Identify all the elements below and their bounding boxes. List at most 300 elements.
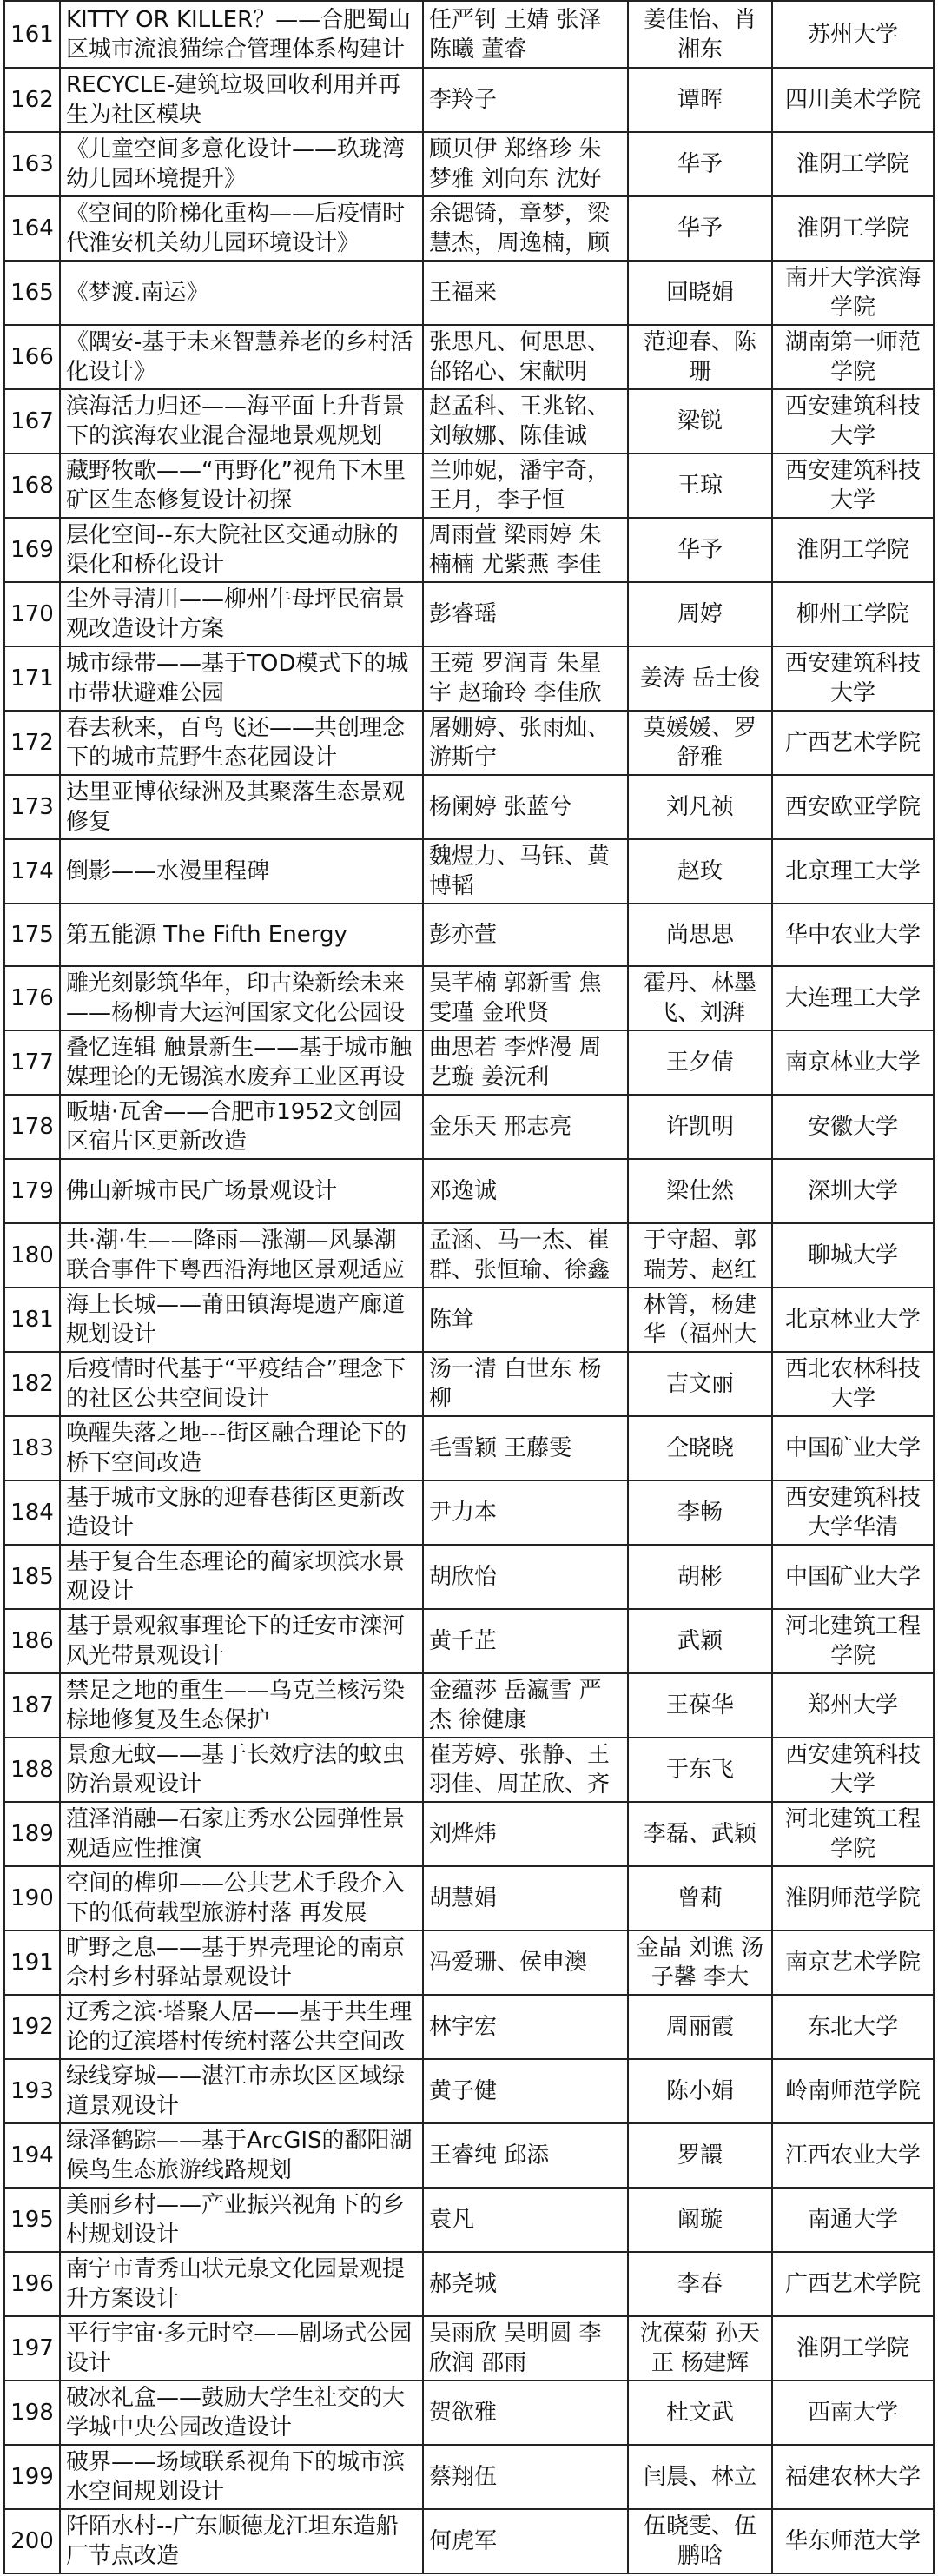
student-names-cell bbox=[423, 904, 628, 966]
student-names: 陈耸 bbox=[429, 1307, 475, 1333]
table-row bbox=[4, 68, 934, 132]
table-row bbox=[4, 389, 934, 454]
student-names-cell bbox=[423, 518, 628, 582]
school-name: 西安建筑科技大学 bbox=[784, 1742, 921, 1798]
row-number: 161 bbox=[10, 21, 54, 48]
project-title-cell bbox=[60, 2059, 423, 2123]
advisor-names: 杜文武 bbox=[665, 2400, 734, 2426]
row-number-cell bbox=[4, 2059, 60, 2123]
table-row bbox=[4, 1738, 934, 1802]
table-row bbox=[4, 775, 934, 839]
project-title-cell bbox=[60, 1930, 423, 1995]
student-names-cell bbox=[423, 1480, 628, 1545]
row-number-cell bbox=[4, 1673, 60, 1738]
row-number: 163 bbox=[10, 151, 54, 177]
project-title-cell bbox=[60, 775, 423, 839]
table-row bbox=[4, 1, 934, 68]
advisor-names-cell bbox=[628, 966, 772, 1030]
school-name-cell bbox=[772, 325, 934, 389]
project-title-cell bbox=[60, 1995, 423, 2059]
row-number: 173 bbox=[10, 794, 54, 820]
student-names: 周雨萱 梁雨婷 朱楠楠 尤紫燕 李佳 bbox=[429, 522, 602, 578]
student-names-cell bbox=[423, 1545, 628, 1609]
row-number-cell bbox=[4, 196, 60, 261]
school-name: 深圳大学 bbox=[807, 1178, 898, 1204]
row-number-cell bbox=[4, 261, 60, 325]
project-title-cell bbox=[60, 68, 423, 132]
advisor-names-cell bbox=[628, 132, 772, 196]
project-title: 《空间的阶梯化重构——后疫情时代淮安机关幼儿园环境设计》 bbox=[66, 201, 406, 256]
school-name: 西安欧亚学院 bbox=[784, 794, 921, 820]
project-title-cell bbox=[60, 1223, 423, 1288]
row-number: 175 bbox=[10, 922, 54, 948]
row-number: 166 bbox=[10, 344, 54, 370]
student-names-cell bbox=[423, 646, 628, 711]
student-names: 金乐天 邢志亮 bbox=[429, 1114, 572, 1140]
advisor-names: 尚思思 bbox=[665, 922, 734, 948]
row-number: 191 bbox=[10, 1950, 54, 1976]
row-number-cell bbox=[4, 904, 60, 966]
row-number-cell bbox=[4, 1995, 60, 2059]
advisor-names-cell bbox=[628, 1995, 772, 2059]
school-name-cell bbox=[772, 261, 934, 325]
school-name-cell bbox=[772, 1738, 934, 1802]
student-names: 曲思若 李烨漫 周艺璇 姜沅利 bbox=[429, 1035, 602, 1090]
school-name-cell bbox=[772, 389, 934, 454]
project-title-cell bbox=[60, 1030, 423, 1095]
school-name: 江西农业大学 bbox=[784, 2142, 921, 2169]
row-number-cell bbox=[4, 2381, 60, 2445]
project-title: 破冰礼盒——鼓励大学生社交的大学城中央公园改造设计 bbox=[66, 2385, 406, 2440]
project-title-cell bbox=[60, 1095, 423, 1159]
student-names: 胡慧娟 bbox=[429, 1885, 498, 1911]
school-name: 郑州大学 bbox=[807, 1692, 898, 1718]
row-number: 188 bbox=[10, 1757, 54, 1783]
row-number: 198 bbox=[10, 2400, 54, 2426]
student-names-cell bbox=[423, 2445, 628, 2509]
table-row bbox=[4, 1030, 934, 1095]
school-name-cell bbox=[772, 2381, 934, 2445]
advisor-names: 于守超、郭瑞芳、赵红 bbox=[643, 1228, 756, 1283]
advisor-names: 武颖 bbox=[677, 1628, 723, 1654]
school-name-cell bbox=[772, 711, 934, 775]
advisor-names-cell bbox=[628, 1673, 772, 1738]
row-number-cell bbox=[4, 518, 60, 582]
row-number: 170 bbox=[10, 601, 54, 627]
project-title-cell bbox=[60, 2316, 423, 2381]
advisor-names-cell bbox=[628, 1802, 772, 1866]
table-row bbox=[4, 1930, 934, 1995]
advisor-names-cell bbox=[628, 261, 772, 325]
school-name-cell bbox=[772, 68, 934, 132]
student-names: 赵孟科、王兆铭、刘敏娜、陈佳诚 bbox=[429, 394, 611, 449]
row-number-cell bbox=[4, 2188, 60, 2252]
project-title: 基于景观叙事理论下的迁安市滦河风光带景观设计 bbox=[66, 1613, 406, 1669]
advisor-names-cell bbox=[628, 454, 772, 518]
advisor-names: 莫媛媛、罗舒雅 bbox=[643, 715, 756, 771]
student-names: 张思凡、何思思、邰铭心、宋献明 bbox=[429, 329, 611, 385]
student-names: 汤一清 白世东 杨柳 bbox=[429, 1356, 602, 1412]
advisor-names-cell bbox=[628, 1288, 772, 1352]
student-names-cell bbox=[423, 582, 628, 646]
project-title: 基于城市文脉的迎春巷街区更新改造设计 bbox=[66, 1485, 406, 1540]
row-number: 180 bbox=[10, 1242, 54, 1268]
row-number: 177 bbox=[10, 1050, 54, 1076]
student-names: 郝尧城 bbox=[429, 2271, 498, 2297]
school-name-cell bbox=[772, 1288, 934, 1352]
school-name: 南京艺术学院 bbox=[784, 1950, 921, 1976]
school-name: 聊城大学 bbox=[807, 1242, 898, 1268]
advisor-names-cell bbox=[628, 1159, 772, 1223]
student-names-cell bbox=[423, 1095, 628, 1159]
school-name: 广西艺术学院 bbox=[784, 2271, 921, 2297]
row-number: 162 bbox=[10, 87, 54, 113]
advisor-names-cell bbox=[628, 2123, 772, 2188]
table-row bbox=[4, 966, 934, 1030]
project-title: 南宁市青秀山状元泉文化园景观提升方案设计 bbox=[66, 2256, 406, 2312]
student-names: 邓逸诚 bbox=[429, 1178, 498, 1204]
table-row bbox=[4, 1223, 934, 1288]
row-number: 178 bbox=[10, 1114, 54, 1140]
school-name-cell bbox=[772, 2445, 934, 2509]
advisor-names: 沈葆菊 孙天正 杨建辉 bbox=[639, 2321, 761, 2376]
advisor-names: 回晓娟 bbox=[665, 280, 734, 306]
advisor-names: 王葆华 bbox=[665, 1692, 734, 1718]
advisor-names-cell bbox=[628, 325, 772, 389]
student-names: 黄千芷 bbox=[429, 1628, 498, 1654]
row-number-cell bbox=[4, 1223, 60, 1288]
student-names-cell bbox=[423, 261, 628, 325]
row-number: 171 bbox=[10, 666, 54, 692]
school-name: 北京理工大学 bbox=[784, 858, 921, 884]
school-name-cell bbox=[772, 196, 934, 261]
advisor-names: 李磊、武颖 bbox=[643, 1821, 756, 1847]
advisor-names: 陈小娟 bbox=[665, 2078, 734, 2104]
school-name-cell bbox=[772, 1802, 934, 1866]
project-title-cell bbox=[60, 1866, 423, 1930]
school-name-cell bbox=[772, 1545, 934, 1609]
project-title-cell bbox=[60, 1416, 423, 1480]
project-title-cell bbox=[60, 518, 423, 582]
advisor-names-cell bbox=[628, 1738, 772, 1802]
row-number-cell bbox=[4, 1738, 60, 1802]
advisor-names: 胡彬 bbox=[677, 1564, 723, 1590]
student-names-cell bbox=[423, 2509, 628, 2573]
advisor-names: 霍丹、林墨飞、刘湃 bbox=[643, 970, 756, 1026]
student-names: 王福来 bbox=[429, 280, 498, 306]
advisor-names: 刘凡祯 bbox=[665, 794, 734, 820]
advisor-names: 金晶 刘谯 汤子馨 李大 bbox=[636, 1935, 764, 1990]
row-number-cell bbox=[4, 2316, 60, 2381]
school-name-cell bbox=[772, 1159, 934, 1223]
school-name-cell bbox=[772, 839, 934, 904]
advisor-names: 罗譞 bbox=[677, 2142, 723, 2169]
row-number-cell bbox=[4, 966, 60, 1030]
student-names-cell bbox=[423, 1352, 628, 1416]
school-name: 华东师范大学 bbox=[784, 2528, 921, 2554]
project-title: 《儿童空间多意化设计——玖珑湾幼儿园环境提升》 bbox=[66, 136, 406, 192]
school-name-cell bbox=[772, 582, 934, 646]
student-names-cell bbox=[423, 1159, 628, 1223]
row-number: 165 bbox=[10, 280, 54, 306]
school-name: 西安建筑科技大学 bbox=[784, 394, 921, 449]
table-row bbox=[4, 2123, 934, 2188]
row-number-cell bbox=[4, 2445, 60, 2509]
table-row bbox=[4, 1159, 934, 1223]
row-number: 196 bbox=[10, 2271, 54, 2297]
advisor-names: 闫晨、林立 bbox=[643, 2464, 756, 2490]
table-row bbox=[4, 1095, 934, 1159]
table-row bbox=[4, 454, 934, 518]
advisor-names: 曾莉 bbox=[677, 1885, 723, 1911]
table-row bbox=[4, 1802, 934, 1866]
advisor-names: 周丽霞 bbox=[665, 2014, 734, 2040]
project-title: 美丽乡村——产业振兴视角下的乡村规划设计 bbox=[66, 2192, 406, 2248]
advisor-names: 林箐，杨建华（福州大 bbox=[643, 1292, 756, 1348]
row-number: 179 bbox=[10, 1178, 54, 1204]
row-number: 187 bbox=[10, 1692, 54, 1718]
row-number-cell bbox=[4, 711, 60, 775]
student-names: 吴雨欣 吴明圆 李欣润 邵雨 bbox=[429, 2321, 602, 2376]
row-number: 194 bbox=[10, 2142, 54, 2169]
table-row bbox=[4, 2188, 934, 2252]
project-title-cell bbox=[60, 904, 423, 966]
table-row bbox=[4, 518, 934, 582]
project-title: 第五能源 The Fifth Energy bbox=[66, 922, 347, 948]
row-number: 176 bbox=[10, 985, 54, 1011]
project-title: KITTY OR KILLER？——合肥蜀山区城市流浪猫综合管理体系构建计 bbox=[66, 6, 412, 63]
project-title-cell bbox=[60, 1545, 423, 1609]
row-number-cell bbox=[4, 1159, 60, 1223]
row-number-cell bbox=[4, 1416, 60, 1480]
table-row bbox=[4, 646, 934, 711]
advisor-names: 华予 bbox=[677, 537, 723, 563]
project-title: 城市绿带——基于TOD模式下的城市带状避难公园 bbox=[66, 651, 409, 706]
advisor-names: 许凯明 bbox=[665, 1114, 734, 1140]
student-names-cell bbox=[423, 1609, 628, 1673]
advisor-names-cell bbox=[628, 2509, 772, 2573]
project-title-cell bbox=[60, 196, 423, 261]
row-number: 172 bbox=[10, 730, 54, 756]
row-number-cell bbox=[4, 1030, 60, 1095]
table-row bbox=[4, 2509, 934, 2573]
table-row bbox=[4, 1609, 934, 1673]
student-names: 贺欲雅 bbox=[429, 2400, 498, 2426]
student-names-cell bbox=[423, 1, 628, 68]
row-number-cell bbox=[4, 1545, 60, 1609]
student-names: 林宇宏 bbox=[429, 2014, 498, 2040]
school-name: 苏州大学 bbox=[807, 21, 898, 48]
school-name-cell bbox=[772, 1416, 934, 1480]
student-names-cell bbox=[423, 1866, 628, 1930]
advisor-names: 姜涛 岳士俊 bbox=[639, 666, 761, 692]
project-title: 藏野牧歌——“再野化”视角下木里矿区生态修复设计初探 bbox=[66, 458, 406, 513]
project-title: 基于复合生态理论的蔺家坝滨水景观设计 bbox=[66, 1549, 406, 1605]
row-number-cell bbox=[4, 2252, 60, 2316]
table-row bbox=[4, 325, 934, 389]
student-names: 冯爱珊、侯申澳 bbox=[429, 1950, 588, 1976]
school-name-cell bbox=[772, 904, 934, 966]
advisor-names: 范迎春、陈珊 bbox=[643, 329, 756, 385]
school-name-cell bbox=[772, 1, 934, 68]
table-row bbox=[4, 1288, 934, 1352]
school-name: 河北建筑工程学院 bbox=[784, 1806, 921, 1862]
school-name-cell bbox=[772, 775, 934, 839]
project-title: 禁足之地的重生——乌克兰核污染棕地修复及生态保护 bbox=[66, 1678, 406, 1733]
student-names-cell bbox=[423, 966, 628, 1030]
school-name: 华中农业大学 bbox=[784, 922, 921, 948]
row-number: 192 bbox=[10, 2014, 54, 2040]
row-number-cell bbox=[4, 454, 60, 518]
school-name-cell bbox=[772, 1030, 934, 1095]
project-title: 绿泽鹤踪——基于ArcGIS的鄱阳湖候鸟生态旅游线路规划 bbox=[66, 2128, 413, 2183]
project-title-cell bbox=[60, 1288, 423, 1352]
school-name-cell bbox=[772, 2316, 934, 2381]
student-names: 王睿纯 邱添 bbox=[429, 2142, 550, 2169]
school-name: 西安建筑科技大学华清 bbox=[784, 1485, 921, 1540]
school-name-cell bbox=[772, 1352, 934, 1416]
student-names-cell bbox=[423, 68, 628, 132]
advisor-names-cell bbox=[628, 1609, 772, 1673]
student-names-cell bbox=[423, 775, 628, 839]
student-names-cell bbox=[423, 389, 628, 454]
project-title-cell bbox=[60, 646, 423, 711]
advisor-names-cell bbox=[628, 2252, 772, 2316]
project-title: 后疫情时代基于“平疫结合”理念下的社区公共空间设计 bbox=[66, 1356, 406, 1412]
row-number: 199 bbox=[10, 2464, 54, 2490]
school-name: 西安建筑科技大学 bbox=[784, 458, 921, 513]
advisor-names-cell bbox=[628, 2316, 772, 2381]
student-names-cell bbox=[423, 711, 628, 775]
table-row bbox=[4, 132, 934, 196]
student-names-cell bbox=[423, 1223, 628, 1288]
student-names-cell bbox=[423, 1416, 628, 1480]
school-name-cell bbox=[772, 1995, 934, 2059]
advisor-names-cell bbox=[628, 1, 772, 68]
project-title-cell bbox=[60, 1, 423, 68]
project-title: 破界——场域联系视角下的城市滨水空间规划设计 bbox=[66, 2449, 406, 2505]
table-row bbox=[4, 261, 934, 325]
row-number: 186 bbox=[10, 1628, 54, 1654]
row-number-cell bbox=[4, 1866, 60, 1930]
row-number: 197 bbox=[10, 2335, 54, 2361]
school-name-cell bbox=[772, 646, 934, 711]
project-title: 菹泽消融—石家庄秀水公园弹性景观适应性推演 bbox=[66, 1806, 406, 1862]
advisor-names-cell bbox=[628, 2381, 772, 2445]
table-row bbox=[4, 1995, 934, 2059]
advisor-names-cell bbox=[628, 518, 772, 582]
school-name: 柳州工学院 bbox=[796, 601, 909, 627]
row-number-cell bbox=[4, 2123, 60, 2188]
project-title-cell bbox=[60, 1159, 423, 1223]
school-name-cell bbox=[772, 1673, 934, 1738]
student-names-cell bbox=[423, 2123, 628, 2188]
row-number-cell bbox=[4, 1480, 60, 1545]
table-row bbox=[4, 2059, 934, 2123]
project-title: 春去秋来，百鸟飞还——共创理念下的城市荒野生态花园设计 bbox=[66, 715, 406, 771]
table-row bbox=[4, 1480, 934, 1545]
row-number-cell bbox=[4, 68, 60, 132]
table-row bbox=[4, 2381, 934, 2445]
student-names: 李羚子 bbox=[429, 87, 498, 113]
project-title: 尘外寻清川——柳州牛母坪民宿景观改造设计方案 bbox=[66, 586, 406, 642]
project-title-cell bbox=[60, 839, 423, 904]
project-title-cell bbox=[60, 454, 423, 518]
project-title-cell bbox=[60, 1352, 423, 1416]
project-title: 《梦渡.南运》 bbox=[66, 280, 209, 306]
advisor-names: 于东飞 bbox=[665, 1757, 734, 1783]
project-title: 倒影——水漫里程碑 bbox=[66, 858, 270, 884]
project-title: 空间的榫卯——公共艺术手段介入下的低荷载型旅游村落 再发展 bbox=[66, 1871, 406, 1926]
school-name-cell bbox=[772, 1480, 934, 1545]
school-name-cell bbox=[772, 2188, 934, 2252]
project-title: 绿线穿城——湛江市赤坎区区域绿道景观设计 bbox=[66, 2063, 406, 2119]
project-title-cell bbox=[60, 2509, 423, 2573]
table-row bbox=[4, 1352, 934, 1416]
project-title-cell bbox=[60, 711, 423, 775]
advisor-names-cell bbox=[628, 1095, 772, 1159]
school-name-cell bbox=[772, 1930, 934, 1995]
school-name: 淮阴工学院 bbox=[796, 151, 909, 177]
project-title-cell bbox=[60, 2188, 423, 2252]
advisor-names-cell bbox=[628, 1030, 772, 1095]
advisor-names: 王夕倩 bbox=[665, 1050, 734, 1076]
school-name-cell bbox=[772, 1609, 934, 1673]
row-number: 195 bbox=[10, 2207, 54, 2233]
school-name-cell bbox=[772, 1223, 934, 1288]
row-number-cell bbox=[4, 1930, 60, 1995]
student-names: 彭亦萱 bbox=[429, 922, 498, 948]
row-number-cell bbox=[4, 646, 60, 711]
project-title: RECYCLE-建筑垃圾回收利用并再生为社区模块 bbox=[66, 72, 401, 128]
student-names-cell bbox=[423, 839, 628, 904]
table-row bbox=[4, 1866, 934, 1930]
school-name-cell bbox=[772, 132, 934, 196]
student-names: 刘烨炜 bbox=[429, 1821, 498, 1847]
project-title: 佛山新城市民广场景观设计 bbox=[66, 1178, 338, 1204]
advisor-names: 姜佳怡、肖湘东 bbox=[643, 6, 756, 63]
row-number-cell bbox=[4, 1352, 60, 1416]
row-number: 164 bbox=[10, 215, 54, 242]
award-table-body bbox=[4, 1, 934, 2573]
student-names: 余锶锜，章梦，梁慧杰，周逸楠，顾 bbox=[429, 201, 611, 256]
row-number: 185 bbox=[10, 1564, 54, 1590]
advisor-names-cell bbox=[628, 1866, 772, 1930]
project-title: 层化空间--东大院社区交通动脉的渠化和桥化设计 bbox=[66, 522, 399, 578]
advisor-names: 李畅 bbox=[677, 1500, 723, 1526]
advisor-names-cell bbox=[628, 1480, 772, 1545]
row-number: 168 bbox=[10, 473, 54, 499]
advisor-names-cell bbox=[628, 68, 772, 132]
student-names-cell bbox=[423, 2188, 628, 2252]
project-title: 雕光刻影筑华年，印古染新绘未来——杨柳青大运河国家文化公园设 bbox=[66, 970, 406, 1026]
project-title-cell bbox=[60, 966, 423, 1030]
student-names-cell bbox=[423, 2381, 628, 2445]
table-row bbox=[4, 711, 934, 775]
project-title: 达里亚博依绿洲及其聚落生态景观修复 bbox=[66, 779, 406, 835]
advisor-names-cell bbox=[628, 196, 772, 261]
student-names: 杨阑婷 张蓝兮 bbox=[429, 794, 572, 820]
school-name: 南开大学滨海学院 bbox=[784, 265, 921, 321]
student-names-cell bbox=[423, 454, 628, 518]
student-names-cell bbox=[423, 2316, 628, 2381]
school-name-cell bbox=[772, 966, 934, 1030]
school-name-cell bbox=[772, 1095, 934, 1159]
table-row bbox=[4, 1673, 934, 1738]
row-number: 182 bbox=[10, 1371, 54, 1397]
school-name: 西安建筑科技大学 bbox=[784, 651, 921, 706]
school-name: 东北大学 bbox=[807, 2014, 898, 2040]
